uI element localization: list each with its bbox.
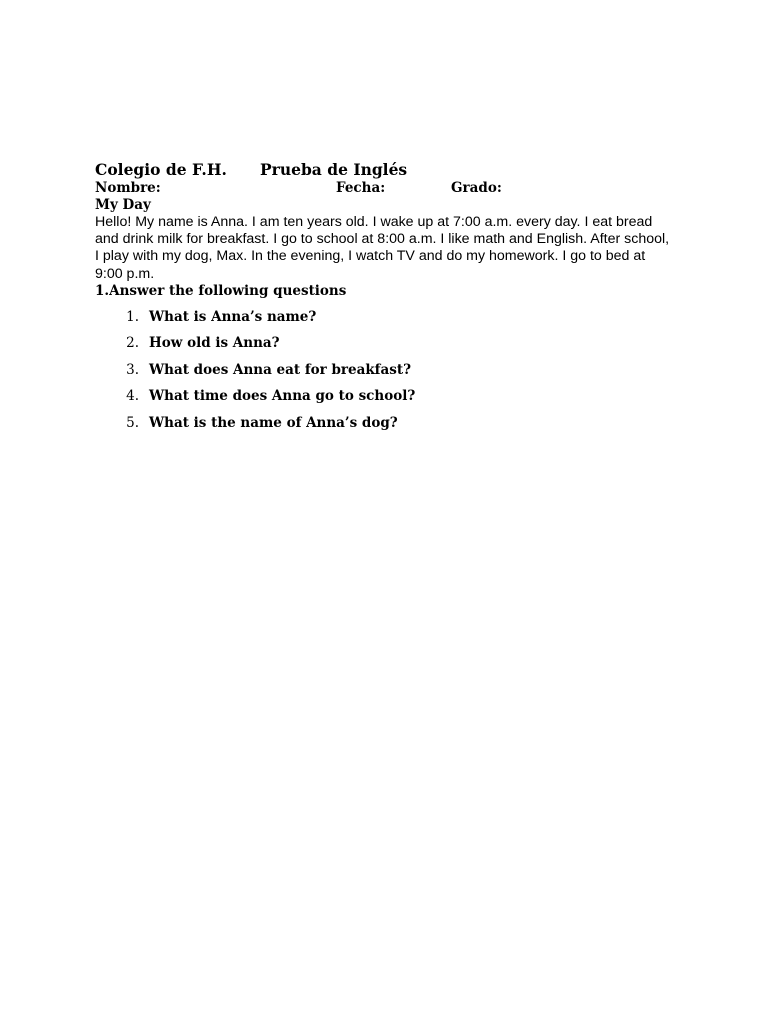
question-text: What is Anna’s name?	[149, 308, 317, 325]
question-item	[95, 335, 695, 362]
student-info-row	[95, 180, 695, 197]
reading-text: Hello! My name is Anna. I am ten years old. I wake up at 7:00 a.m. every day. I eat bread and drink milk for breakfast. I go to school at 8:00 a.m. I like math and English. After school, I play with my dog, Max. In the evening, I watch TV and do my homework. I go to bed at 9:00 p.m.	[95, 214, 670, 282]
question-text: What does Anna eat for breakfast?	[149, 361, 411, 378]
grade-label: Grado:	[451, 180, 502, 196]
exercise-title: 1.Answer the following questions	[95, 282, 347, 299]
name-label: Nombre:	[95, 180, 161, 196]
question-item	[95, 362, 695, 389]
question-text: What time does Anna go to school?	[149, 388, 416, 405]
question-number: 5.	[126, 414, 139, 431]
school-name: Colegio de F.H.	[95, 160, 227, 179]
question-item	[95, 309, 695, 336]
date-label: Fecha:	[336, 180, 386, 196]
question-list	[95, 309, 695, 442]
test-page	[95, 160, 695, 441]
question-item	[95, 415, 695, 442]
question-number: 4.	[126, 388, 139, 405]
question-number: 2.	[126, 335, 139, 352]
reading-title: My Day	[95, 197, 151, 213]
test-title: Prueba de Inglés	[260, 160, 408, 179]
question-text: What is the name of Anna’s dog?	[149, 414, 398, 431]
question-number: 1.	[126, 308, 139, 325]
header	[95, 160, 695, 180]
question-number: 3.	[126, 361, 139, 378]
question-item	[95, 388, 695, 415]
question-text: How old is Anna?	[149, 335, 280, 352]
